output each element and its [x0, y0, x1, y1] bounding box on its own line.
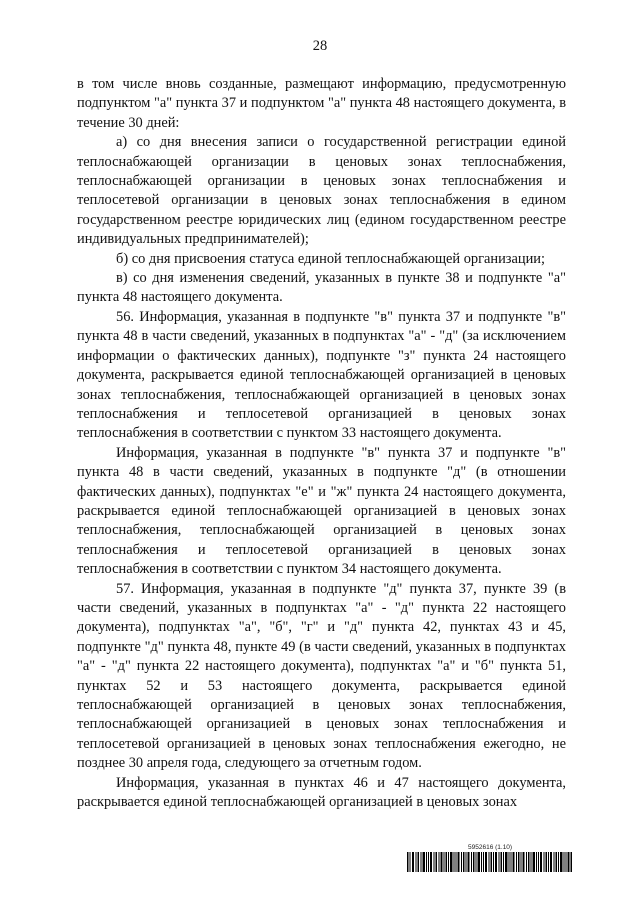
document-code: 5952616 (1.10)	[468, 844, 513, 851]
paragraph-item-v: в) со дня изменения сведений, указанных в пункте 38 и подпункте "а" пункта 48 настоящего документа.	[77, 270, 566, 306]
paragraph-57: 57. Информация, указанная в подпункте "д" пункта 37, пункте 39 (в части сведений, указанных в подпунктах "а" - "д" пункта 22 настоящего документа), подпунктах "а", "б", "г" и "д" пункта 42, пунктах 43 и 45, подпункте "д" пункта 48, пункте 49 (в части сведений, указанных в подпунктах "а" - "д" пункта 22 настоящего документа), подпунктах "а" и "б" пункта 51, пунктах 52 и 53 настоящего документа, раскрывается единой теплоснабжающей организацией в ценовых зонах теплоснабжения, теплоснабжающей организацией в ценовых зонах теплоснабжения и теплосетевой организацией в ценовых зонах теплоснабжения ежегодно, не позднее 30 апреля года, следующего за отчетным годом.	[77, 580, 566, 772]
paragraph-56: 56. Информация, указанная в подпункте "в" пункта 37 и подпункте "в" пункта 48 в части сведений, указанных в подпунктах "а" - "д" (за исключением информации о фактических данных), подпункте "з" пункта 24 настоящего документа, раскрывается единой теплоснабжающей организацией в ценовых зонах теплоснабжения, теплоснабжающей организацией в ценовых зонах теплоснабжения и теплосетевой организацией в ценовых зонах теплоснабжения в соответствии с пунктом 33 настоящего документа.	[77, 308, 566, 442]
document-body	[77, 75, 566, 812]
paragraph-57-info: Информация, указанная в пунктах 46 и 47 настоящего документа, раскрывается единой теплоснабжающей организацией в ценовых зонах	[77, 774, 566, 811]
paragraph-item-b: б) со дня присвоения статуса единой теплоснабжающей организации;	[116, 250, 545, 267]
paragraph-56-info: Информация, указанная в подпункте "в" пункта 37 и подпункте "в" пункта 48 в части сведений, указанных в подпункте "д" (в отношении фактических данных), подпунктах "е" и "ж" пункта 24 настоящего документа, раскрывается единой теплоснабжающей организацией в ценовых зонах теплоснабжения, теплоснабжающей организацией в ценовых зонах теплоснабжения и теплосетевой организацией в ценовых зонах теплоснабжения в соответствии с пунктом 34 настоящего документа.	[77, 444, 566, 578]
paragraph-intro: в том числе вновь созданные, размещают информацию, предусмотренную подпунктом "а" пункта 37 и подпунктом "а" пункта 48 настоящего документа, в течение 30 дней:	[77, 76, 566, 131]
barcode	[407, 852, 572, 872]
paragraph-item-a: а) со дня внесения записи о государственной регистрации единой теплоснабжающей организации в ценовых зонах теплоснабжения, теплоснабжающей организации в ценовых зонах теплоснабжения и теплосетевой организации в ценовых зонах теплоснабжения в едином государственном реестре юридических лиц (едином государственном реестре индивидуальных предпринимателей);	[77, 134, 566, 248]
page-number: 28	[312, 38, 328, 54]
